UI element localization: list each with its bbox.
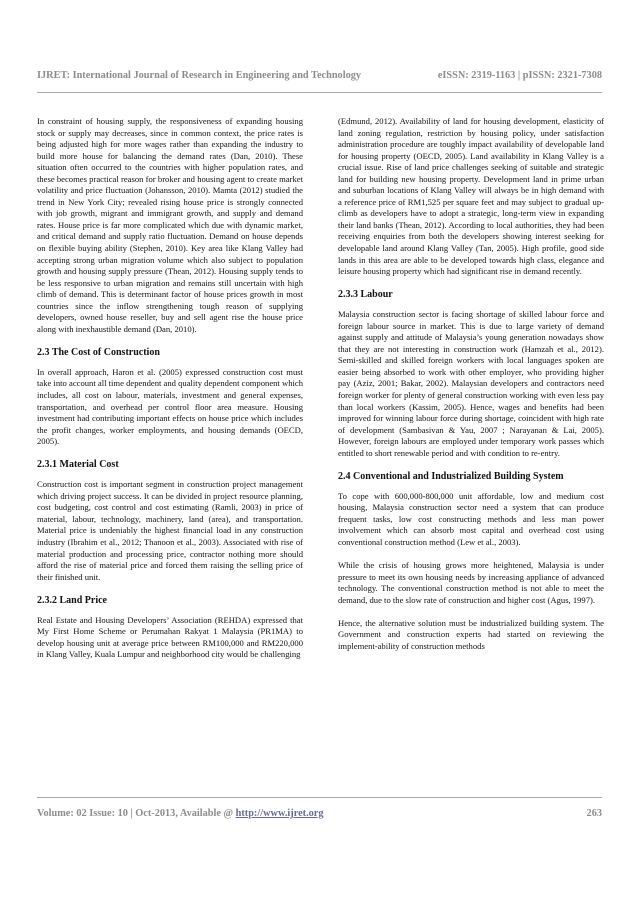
volume-info [37, 808, 324, 819]
section-heading: 2.4 Conventional and Industrialized Building System [338, 470, 564, 482]
page-number: 263 [586, 808, 602, 819]
paragraph: Malaysia construction sector is facing shortage of skilled labour force and foreign labour source in market. This is due to large variety of demand against supply and attitude of Malaysia’s young generation nowadays show that they are not interesting in construction work (Hamzah et al., 2012). Semi-skilled and skilled foreign workers with local languages spoken are easier being absorbed to work with other employer, who providing higher pay (Aziz, 2001; Bakar, 2002). Malaysian developers and contractors need foreign worker for plenty of general construction working with even less pay than local workers (Kassim, 2005). Hence, wages and benefits had been improved for winning labour force during shortage, coincident with high rate of development (Sambasivan & Yau, 2007 ; Narayanan & Lai, 2005). However, foreign labours are employed under temporary work passes which entitled to short renewable period and with condition to re-entry. [338, 309, 604, 458]
paragraph: While the crisis of housing grows more heightened, Malaysia is under pressure to meet its own housing needs by increasing appliance of advanced technology. The conventional construction method is not able to meet the demand, due to the slow rate of construction and higher cost (Agus, 1997). [338, 560, 604, 605]
left-column [37, 116, 303, 672]
header-rule [37, 92, 602, 93]
paragraph: In overall approach, Haron et al. (2005) expressed construction cost must take into account all time dependent and quality dependent component which includes, all cost on labour, materials, investment and general expenses, transportation, and overhead per control floor area measure. Housing investment had contributing important effects on house price which includes the profit changes, worker employments, and housing demands (OECD, 2005). [37, 366, 303, 447]
right-column [338, 116, 604, 664]
issn: eISSN: 2319-1163 | pISSN: 2321-7308 [437, 70, 602, 81]
volume-text: Volume: 02 Issue: 10 | Oct-2013, Available @ [37, 808, 236, 819]
journal-title: IJRET: International Journal of Research in Engineering and Technology [37, 70, 362, 81]
footer-rule [37, 797, 602, 798]
paragraph: In constraint of housing supply, the responsiveness of expanding housing stock or supply may decreases, since in common context, the price rates is being adjusted high for more wages rather than expanding the industry to build more house for balancing the demand rates (Dan, 2010). These situation often occurred to the countries with higher population rates, and these becomes practical reason for broker and housing agent to create market volatility and price fluctuation (Johansson, 2010). Mamta (2012) studied the trend in New York City; revealed rising house price is strongly connected with job growth, migrant and immigrant growth, and supply and demand rates. House price is far more complicated which due with dynamic market, and critical demand and supply ratio fluctuation. Demand on house depends on flexible buying ability (Stephen, 2010). Key area like Klang Valley had accepting strong urban migration volume which also subject to population growth and housing supply pressure (Thean, 2012). Housing supply tends to be less responsive to urban migration and remains still uncertain with high climb of demand. This is determinant factor of house prices growth in most countries since the inflow strengthening tough reason of supplying developers, owned house reseller, buy and sell agent rise the house price along with inexhaustible demand (Dan, 2010). [37, 116, 303, 334]
running-header [37, 70, 602, 81]
journal-link[interactable]: http://www.ijret.org [235, 808, 324, 819]
paragraph: (Edmund, 2012). Availability of land for housing development, elasticity of land zoning regulation, restriction by housing policy, under satisfaction administration procedure are toughly impact availability of developable land for housing property (OECD, 2005). Land availability in Klang Valley is a crucial issue. Rise of land price challenges seeking of suitable and strategic land for building new housing property. Development land in prime urban and suburban locations of Klang Valley will always be in high demand with a reference price of RM1,525 per square feet and may subject to gradual up-climb as developers have to adopt a strategic, long-term view in expanding their land banks (Thean, 2012). According to local authorities, they had been receiving enquiries from both the developers showing interest seeking for developable land around Klang Valley (Tan, 2005). High profile, good side lands in this area are able to be developed towards high class, elegance and leisure housing property which had significant rise in demand recently. [338, 116, 604, 277]
running-footer [37, 808, 602, 819]
section-heading: 2.3 The Cost of Construction [37, 346, 160, 358]
paragraph: To cope with 600,000-800,000 unit affordable, low and medium cost housing, Malaysia construction sector need a system that can produce frequent tasks, low cost constructing methods and less man power involvement which can absorb most capital and overhead cost using conventional construction method (Lew et al., 2003). [338, 490, 604, 547]
section-heading: 2.3.3 Labour [338, 289, 393, 301]
section-heading: 2.3.1 Material Cost [37, 459, 119, 471]
section-heading: 2.3.2 Land Price [37, 594, 107, 606]
paragraph: Real Estate and Housing Developers’ Association (REHDA) expressed that My First Home Scheme or Perumahan Rakyat 1 Malaysia (PR1MA) to develop housing unit at average price between RM100,000 and RM220,000 in Klang Valley, Kuala Lumpur and neighborhood city would be challenging [37, 614, 303, 660]
paragraph: Hence, the alternative solution must be industrialized building system. The Government and construction experts had started on reviewing the implement-ability of construction methods [338, 617, 604, 651]
paragraph: Construction cost is important segment in construction project management which driving project success. It can be divided in project resource planning, cost budgeting, cost control and cost estimating (Ramli, 2003) in price of material, labour, technology, machinery, land (area), and transportation. Material price is undeniably the highest financial load in any construction industry (Ibrahim et al., 2012; Thanoon et al., 2003). Associated with rise of material production and processing price, contractor nothing more should afford the rise of material price and forced them raising the selling price of their finished unit. [37, 479, 303, 582]
